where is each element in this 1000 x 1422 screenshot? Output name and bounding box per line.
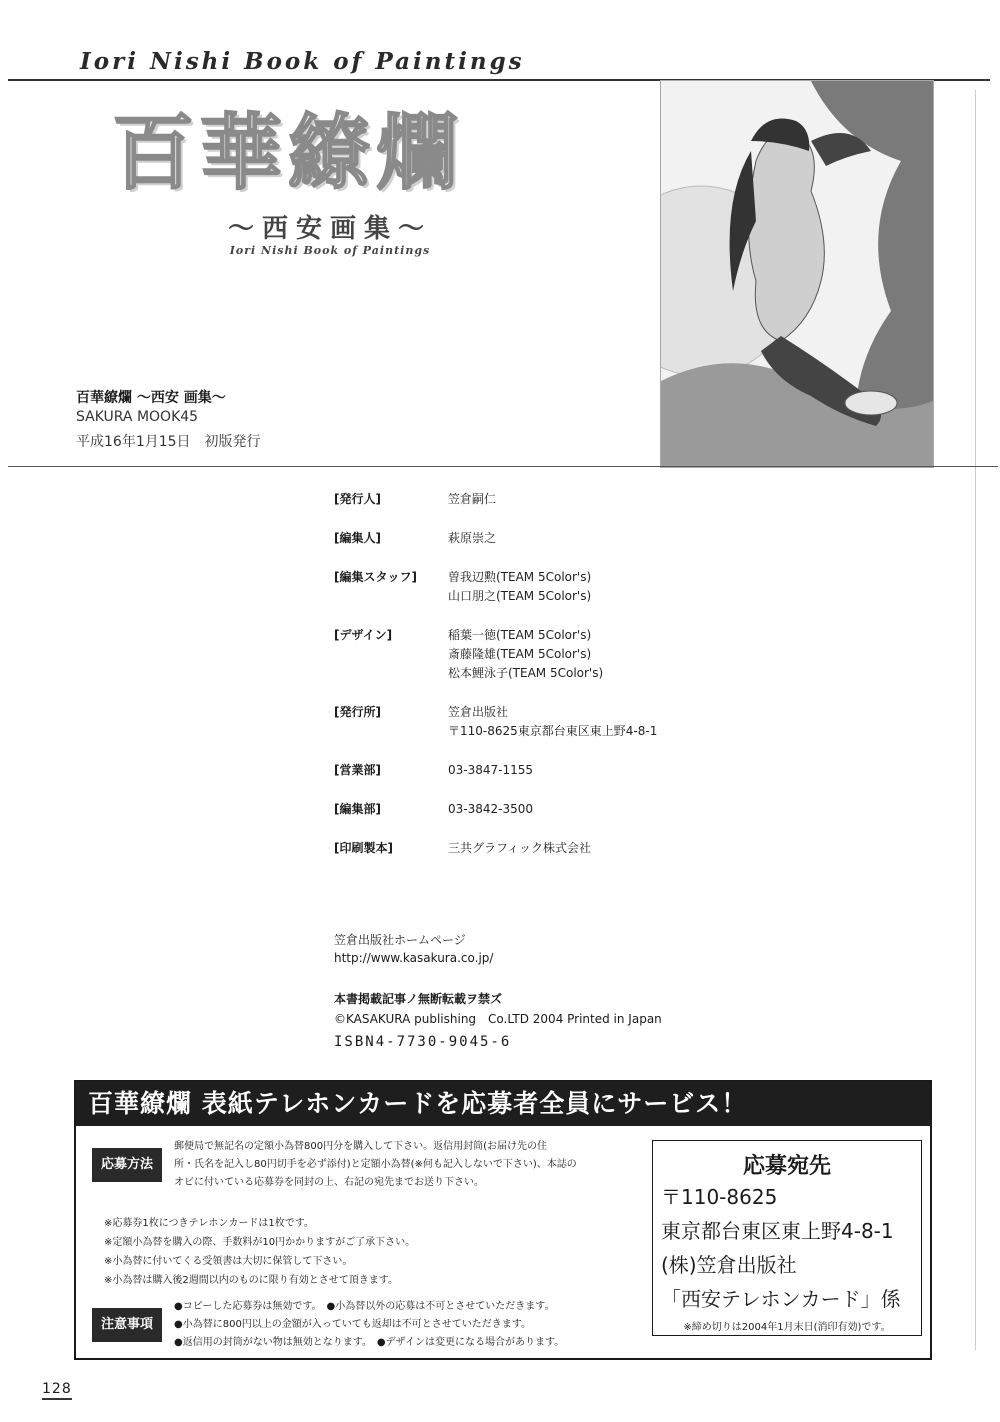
credit-label: [デザイン]	[334, 628, 393, 642]
address-heading: 応募宛先	[742, 1154, 831, 1179]
credit-label: [発行人]	[334, 492, 381, 506]
note-line: ※小為替は購入後2週間以内のものに限り有効とさせて頂きます。	[104, 1275, 398, 1286]
credit-label: [編集人]	[334, 531, 381, 545]
credit-row-editor	[334, 529, 754, 548]
address-line: (株)笠倉出版社	[661, 1253, 797, 1277]
credit-value: 笠倉出版社	[448, 705, 509, 719]
apply-instructions	[174, 1138, 632, 1192]
cover-illustration	[660, 80, 934, 468]
credit-row-publishing-office	[334, 703, 754, 741]
caution-line: ●コピーした応募券は無効です。 ●小為替以外の応募は不可とさせていただきます。	[174, 1301, 555, 1312]
credit-label: [編集部]	[334, 802, 381, 816]
credit-value: 03-3842-3500	[448, 802, 534, 816]
apply-line: オビに付いている応募券を同封の上、右記の宛先までお送り下さい。	[174, 1177, 484, 1188]
credit-row-publisher	[334, 490, 754, 509]
page-number: 128	[42, 1381, 72, 1400]
credit-value: 03-3847-1155	[448, 763, 534, 777]
credit-label: [印刷製本]	[334, 841, 393, 855]
credit-label: [発行所]	[334, 705, 381, 719]
deadline-note: ※締め切りは2004年1月末日(消印有効)です。	[683, 1322, 891, 1333]
credit-row-design	[334, 626, 754, 683]
campaign-banner: 百華繚爛 表紙テレホンカードを応募者全員にサービス！	[76, 1082, 930, 1126]
header-title: Iori Nishi Book of Paintings	[80, 48, 525, 75]
credit-value: 稲葉一徳(TEAM 5Color's)	[448, 628, 592, 642]
book-series: SAKURA MOOK45	[76, 409, 199, 425]
credit-value: 萩原崇之	[448, 531, 497, 545]
address-line: 〒110-8625	[661, 1185, 778, 1209]
credit-row-printing	[334, 839, 754, 858]
note-line: ※定額小為替を購入の際、手数料が10円かかりますがご了承下さい。	[104, 1237, 416, 1248]
credit-value: 曽我辺勲(TEAM 5Color's)	[448, 570, 592, 584]
credit-row-sales	[334, 761, 754, 780]
credit-value: 松本鯉泳子(TEAM 5Color's)	[448, 666, 604, 680]
apply-line: 郵便局で無記名の定額小為替800円分を購入して下さい。返信用封筒(お届け先の住	[174, 1141, 547, 1152]
page-edge-line	[975, 90, 976, 1350]
logo-main-title: 百華繚爛	[112, 105, 465, 201]
note-line: ※応募券1枚につきテレホンカードは1枚です。	[104, 1218, 314, 1229]
isbn: ISBN4-7730-9045-6	[334, 1034, 512, 1050]
note-line: ※小為替に付いてくる受領書は大切に保管して下さい。	[104, 1256, 353, 1267]
logo-subtitle: 〜西安画集〜	[227, 214, 432, 244]
address-box	[652, 1140, 922, 1336]
illustration-art	[661, 81, 933, 467]
caution-tag: 注意事項	[92, 1308, 162, 1342]
caution-line: ●返信用の封筒がない物は無効となります。 ●デザインは変更になる場合があります。	[174, 1337, 565, 1348]
section-divider	[8, 466, 998, 467]
telephone-card-campaign	[74, 1080, 932, 1360]
credit-row-editorial-dept	[334, 800, 754, 819]
book-title: 百華繚爛 〜西安 画集〜	[76, 390, 226, 406]
copyright-line: ©KASAKURA publishing Co.LTD 2004 Printed in Japan	[334, 1012, 662, 1026]
campaign-notes	[104, 1214, 634, 1290]
caution-line: ●小為替に800円以上の金額が入っていても返却は不可とさせていただきます。	[174, 1319, 532, 1330]
homepage-url[interactable]: http://www.kasakura.co.jp/	[334, 951, 494, 965]
credits-list	[334, 490, 754, 878]
rights-notice: 本書掲載記事ノ無断転載ヲ禁ズ	[334, 992, 503, 1006]
logo-english-title: Iori Nishi Book of Paintings	[229, 244, 431, 257]
publication-date: 平成16年1月15日 初版発行	[76, 434, 261, 450]
credit-value: 斎藤隆雄(TEAM 5Color's)	[448, 647, 592, 661]
credit-row-editorial-staff	[334, 568, 754, 606]
caution-list	[174, 1298, 644, 1352]
credit-value: 山口朋之(TEAM 5Color's)	[448, 589, 592, 603]
apply-method-tag: 応募方法	[92, 1148, 162, 1182]
credit-label: [編集スタッフ]	[334, 570, 417, 584]
homepage-label: 笠倉出版社ホームページ	[334, 933, 466, 947]
credit-value: 笠倉嗣仁	[448, 492, 497, 506]
address-line: 東京都台東区東上野4-8-1	[661, 1219, 894, 1243]
address-line: 「西安テレホンカード」係	[661, 1287, 901, 1311]
credit-label: [営業部]	[334, 763, 381, 777]
credit-value: 三共グラフィック株式会社	[448, 841, 592, 855]
apply-line: 所・氏名を記入し80円切手を必ず添付)と定額小為替(※何も記入しないで下さい)、本誌の	[174, 1159, 577, 1170]
credit-value: 〒110-8625東京都台東区東上野4-8-1	[448, 724, 658, 738]
